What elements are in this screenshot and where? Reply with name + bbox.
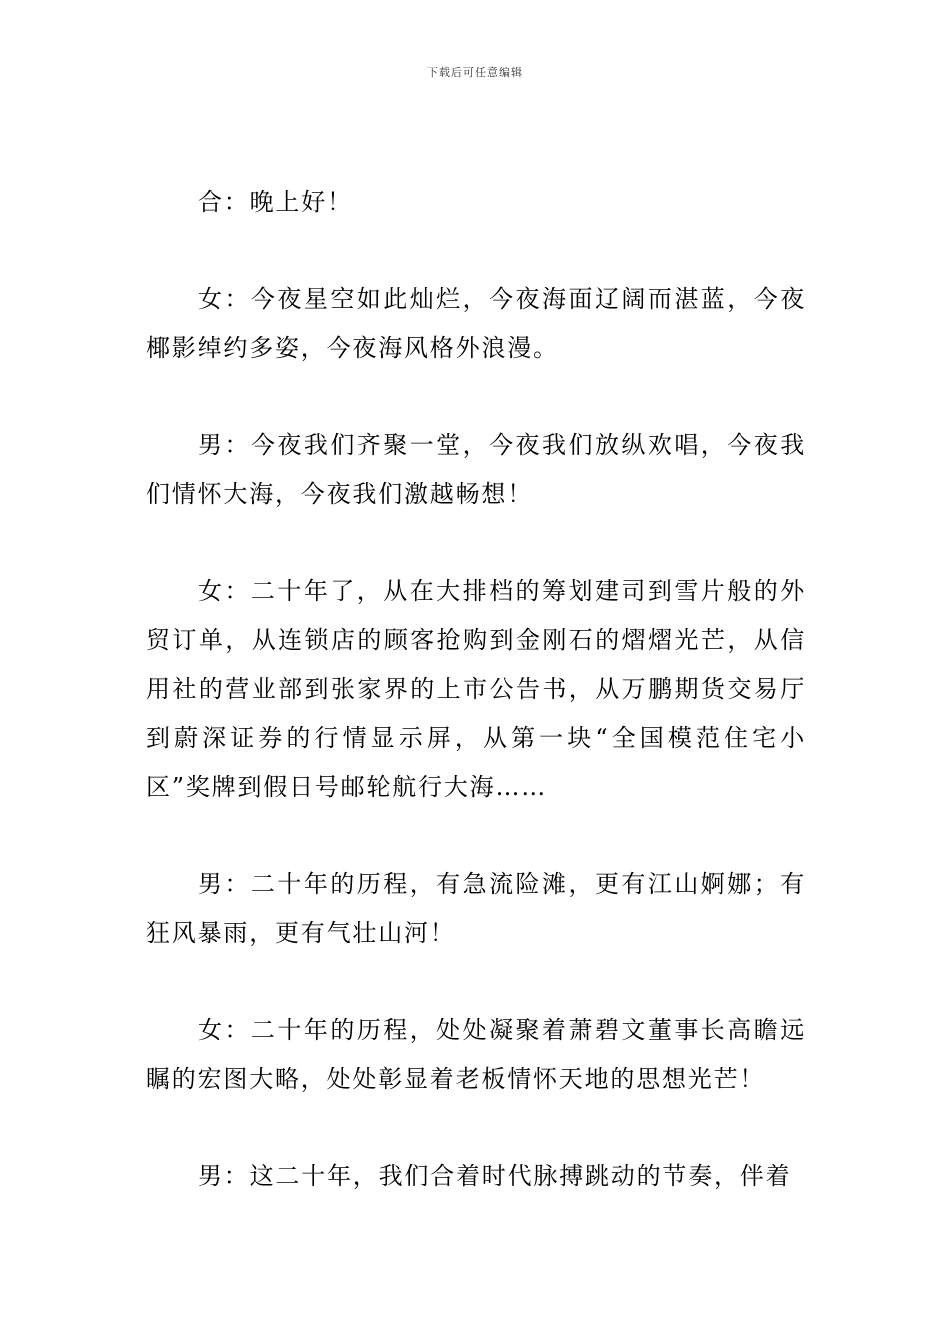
paragraph-male-1: 男：今夜我们齐聚一堂，今夜我们放纵欢唱，今夜我们情怀大海，今夜我们激越畅想！ <box>146 431 806 508</box>
paragraph-greeting: 合：晚上好！ <box>198 188 353 216</box>
paragraph-male-3: 男：这二十年，我们合着时代脉搏跳动的节奏，伴着 <box>198 1162 792 1190</box>
paragraph-male-2: 男：二十年的历程，有急流险滩，更有江山婀娜；有狂风暴雨，更有气壮山河！ <box>146 870 806 947</box>
header-note: 下载后可任意编辑 <box>427 66 523 79</box>
paragraph-female-1: 女：今夜星空如此灿烂，今夜海面辽阔而湛蓝，今夜椰影绰约多姿，今夜海风格外浪漫。 <box>146 285 806 362</box>
paragraph-female-2: 女：二十年了，从在大排档的筹划建司到雪片般的外贸订单，从连锁店的顾客抢购到金刚石的熠熠光芒，从信用社的营业部到张家界的上市公告书，从万鹏期货交易厅到蔚深证券的行情显示屏，从第一块“全国模范住宅小区”奖牌到假日号邮轮航行大海…… <box>146 577 806 801</box>
paragraph-female-3: 女：二十年的历程，处处凝聚着萧碧文董事长高瞻远瞩的宏图大略，处处彰显着老板情怀天地的思想光芒！ <box>146 1016 806 1093</box>
document-body <box>146 178 806 1249</box>
